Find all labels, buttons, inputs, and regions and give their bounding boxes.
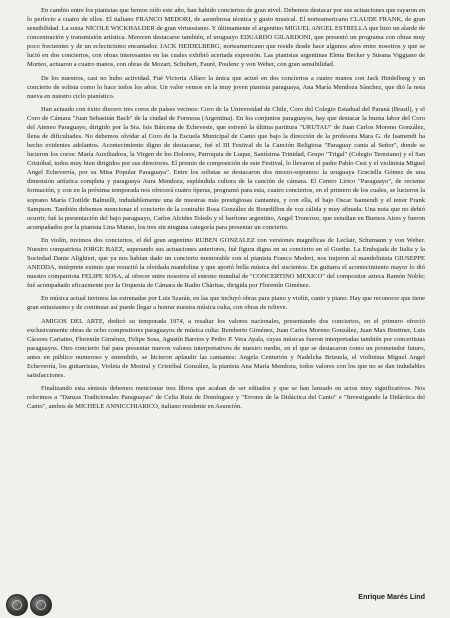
paragraph-amigos-del-arte: AMIGOS DEL ARTE, dedicó su temporada 1974, a resaltar los valores nacionales, presentando dos conciertos, en el primero ofreció exclusivamente obras de ocho compositores paraguayos de música culta: Remberto Giménez, Juan Carlos Moreno González, Juan Max Boettner, Luis Cáceres Cariaino, Florentín Giménez, Felipe Sosa, Agustín Barrios y Pedro P. Vera Ayala, cuyas músicas fueron interpretadas también por concertistas paraguayos. Otro concierto fué para presentar nuevos valores interpretativos de nuestro medio, en el que se destacaron como un prometedor futuro, antes en público numeroso y entendido, se hicieron aplaudir las cantantes: Angela Centurión y Nadelcha Brizuela, el violinista Miguel Angel Echeverría, los guitarristas, Violeta de Mestral y Cristóbal González, la pianista Ana María Mendoza, todos valores con los que no se dan indudables satisfacciones. <box>27 317 425 379</box>
article-body <box>27 6 425 415</box>
seal-icon <box>30 594 52 616</box>
seal-icon <box>6 594 28 616</box>
paragraph-local-pianists: De los nuestros, casi no hubo actividad. Fué Victoria Alfaro la única que actuó en dos conciertos a cuatro manos con Jack Heidelberg y un concierto de solista como lo hace todos los años. Un valor vemos en la muy joven pianista paraguaya, Ana María Mendoza Sánchez, que dió la nota nueva en nuestro ciclo pianístico. <box>27 74 425 100</box>
paragraph-choirs: Han actuado con éxito diecero tres coros de países vecinos: Coro de la Universidad de Chile, Coro del Colegio Estadual del Paraná (Brasil), y el Coro de Cámara "Juan Sebastián Bach" de la ciudad de Formosa (Argentina). En los conjuntos paraguayos, hay que destacar la buena labor del Coro del Ateneo Paraguayo, dirigido por la Sra. Isis Bárcena de Echeveste, que estrenó la última partitura "URUTAU" de Juan Carlos Moreno González, llena de dificultades. No debemos olvidar al Coro de la Escuela Municipal de Canto que bajo la dirección de la profesora Mara G. de Isamendi ha hecho evidentes adelantos. Acontecimiento digno de destacarse, fué el III Festival de la Canción Religiosa "Paraguay canta al Señor", donde se lucieron los coros: María Auxiliadora, la Virgen de los Dolores, Parroquia de Luque, Santísima Trinidad, Grupo "Trigal" (Colegio Teresiano) y el San Cristóbal, todos muy bien dirigidos por sus directores. El premio de composición de este Festival, lo llevaron el padre Pablo Cesi y el violinista Miguel Angel Echeverría, por su Misa Popular Paraguaya". Entre los solistas se destacaron dos mezzo-sopranos: la uruguaya Graciella Gómez de una dimensión artística completa y paraguaya Aura Mendoza, espléndida cultora de la canción de cámara. El Centro Lírico "Paraguayo", de reciente formación, y con en la próxima temporada nos ofrecerá cuatro óperas, programó para esta, cuatro conciertos, en el primero de los cuales, se lucieron la soprano María Clotilde Balmelli, indudablemente una de nuestras más prestigiosas cantantes, y con ella, el bajo Oscar Isamendi y el tenor Frank Sampson. También debemos mencionar el concierto de la contralto Rosa González de Bourdillon de voz cálida y muy afinada. Una nota que no debió ocurrir, fué la presentación del bajo paraguayo, Carlos Alcides Toledo y el barítono argentino, Angel Troncoso, que estudian en Buenos Aires y fueron acompañados por la pianista Lina Manso, los tres sin ninguna categoría para presentar un concierto. <box>27 105 425 231</box>
paragraph-pianists: En cambio entre los pianistas que hemos oído este año, han habido conciertos de gran nivel. Debemos destacar por sus actuaciones que rayaron en lo perfecto a cuatro de ellos. El italiano FRANCO MEDORI, de asombrosa técnica y gusto musical. El norteamericano CLAUDE FRANK, de gran sensibilidad. La suiza NICOLE WICKHALDER de gran virtuosismo. Y últimamente el argentino MIGUEL ANGEL ESTRELLA que hizo un alarde de concentración y transmisión artística. Merecen destacarse también, el uruguayo EDUARDO GILARDONI, que presentó un programa con obras muy poco frecuentes y de un eclecticismo encantador. JACK HEIDELBERG, norteamericano que reside desde hace algunos años entre nosotros y que se lució en dos conciertos, con obras interesantes en las cuales exhibió acertada expresión. Las pianistas argentinas Elena Becker y Susana Viggiano de Morteo, actuaron a cuatro manos, con obras de Mozart, Schubert, Fauré, Poulenc y von Weber, con gran sensibilidad. <box>27 7 425 69</box>
paragraph-violin-guitar: En violín, tuvimos dos conciertos, el del gran argentino RUBEN GONZALEZ con versiones magníficas de Leclair, Schumann y von Weber. Nuestro compatriota JORGE BAEZ, superando sus actuaciones anteriores, fué figura digna en su concierto en el Goethe. La Embajada de Italia y la Sociedad Dante Alighieri, que ya nos habían dado un concierto memorable con el pianista Franco Medori, nos trajeron al mandolinista GIUSEPPE ANEDDA, intérprete eximio que resucitó la olvidada mandolina y que aportó bella música del siscientos. En guitarra el acontecimiento mayor lo dió nuestro compatriota FELIPE SOSA, al ofrecer entre nosotros el estreno mundial de "CONCERTINO MEXICO" del compositor azteca Ramón Noble; fué acompañado eficazmente por la Orquesta de Cámara de Radio Chàritas, dirigida por Florentín Giménez. <box>27 236 425 290</box>
paragraph-current-music: En música actual tuvimos las estrenadas por Luis Szarán, en las que incluyó obras para piano y violín, canto y piano. Hay que reconocer que tiene gran entusiasmo y de continuar así puede llegar a honrar nuestra música culta, con obras de relieve. <box>27 295 425 312</box>
author-signature: Enrique Marés Lind <box>358 592 425 601</box>
paragraph-books: Finalizando esta síntesis debemos mencionar tres libros que acaban de ser editados y que se han lanzado en actos muy significativos. Nos referimos a "Danzas Tradicionales Paraguayas" de Celia Ruiz de Domínguez y "Errores de la Didáctica del Canto" e "Investigando la Didáctica del Canto", ambos de MICHELE ANNICCHIARICO, italiano residente en Asunción. <box>27 385 425 411</box>
